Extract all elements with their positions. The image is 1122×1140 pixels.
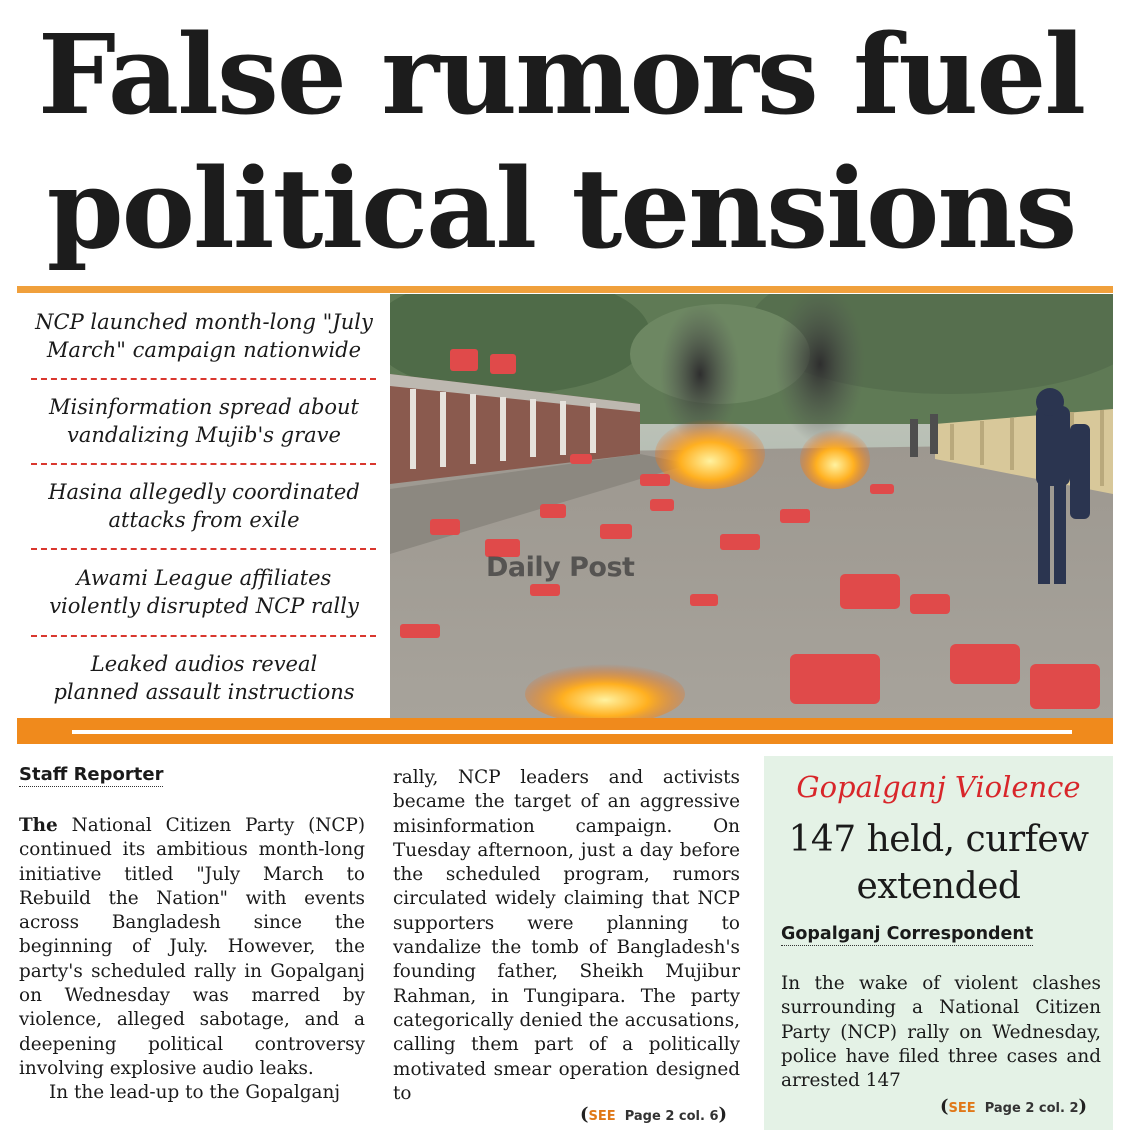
photo-watermark: Daily Post — [486, 552, 635, 583]
related-continued-jump — [940, 1096, 1087, 1117]
article-paragraph — [19, 814, 365, 1081]
related-story-box — [764, 756, 1113, 1130]
article-column-1 — [19, 814, 365, 1106]
jump-open: ( — [580, 1104, 589, 1125]
highlight-item — [29, 478, 379, 534]
highlights-list — [17, 296, 390, 718]
article-column-2 — [393, 766, 740, 1106]
highlight-line: violently disrupted NCP rally — [49, 594, 359, 618]
related-body: In the wake of violent clashes surrounding a National Citizen Party (NCP) rally on Wednesday, police have filed three cases and arrested 147 — [781, 973, 1101, 1092]
news-photo — [390, 294, 1113, 718]
highlight-line: attacks from exile — [108, 508, 300, 532]
headline: False rumors fuel political tensions — [37, 10, 1085, 273]
dashed-divider — [31, 463, 376, 465]
related-headline — [764, 816, 1113, 910]
top-accent-rule — [17, 286, 1113, 293]
dashed-divider — [31, 635, 376, 637]
jump-open: ( — [940, 1096, 949, 1117]
street-fire-scene — [390, 294, 1113, 718]
jump-ref: Page 2 col. 6 — [624, 1109, 719, 1124]
related-headline-line: 147 held, curfew — [788, 819, 1089, 860]
related-kicker: Gopalganj Violence — [796, 770, 1081, 804]
dashed-divider — [31, 548, 376, 550]
highlight-item — [29, 650, 379, 706]
highlight-line: planned assault instructions — [53, 680, 355, 704]
separator-line — [72, 730, 1072, 734]
jump-ref: Page 2 col. 2 — [984, 1101, 1079, 1116]
orange-separator-band — [17, 718, 1113, 744]
jump-close: ) — [718, 1104, 728, 1125]
dashed-divider — [31, 378, 376, 380]
article-byline: Staff Reporter — [19, 764, 164, 785]
continued-jump — [580, 1104, 727, 1125]
highlight-item — [29, 308, 379, 364]
highlight-line: March" campaign nationwide — [46, 338, 362, 362]
paragraph-text: National Citizen Party (NCP) continued its ambitious month-long initiative titled "July March to Rebuild the Nation" with events across Bangladesh since the beginning of July. However, the party's scheduled rally in Gopalganj on Wednesday was marred by violence, alleged sabotage, and a deepening political controversy involving explosive audio leaks. — [19, 815, 365, 1079]
highlight-line: Misinformation spread about — [48, 395, 360, 419]
jump-close: ) — [1078, 1096, 1088, 1117]
jump-see: SEE — [948, 1101, 976, 1116]
article-paragraph: rally, NCP leaders and activists became the target of an aggressive misinformation campaign. On Tuesday afternoon, just a day before the scheduled program, rumors circulated widely claiming that NCP supporters were planning to vandalize the tomb of Bangladesh's founding father, Sheikh Mujibur Rahman, in Tungipara. The party categorically denied the accusations, calling them part of a politically motivated smear operation designed to — [393, 767, 740, 1104]
related-headline-line: extended — [856, 866, 1021, 907]
highlight-item — [29, 564, 379, 620]
article-paragraph: In the lead-up to the Gopalganj — [49, 1082, 341, 1104]
highlight-line: NCP launched month-long "July — [35, 310, 373, 334]
highlight-line: vandalizing Mujib's grave — [67, 423, 341, 447]
highlight-line: Awami League affiliates — [76, 566, 332, 590]
jump-see: SEE — [588, 1109, 616, 1124]
highlight-line: Hasina allegedly coordinated — [48, 480, 360, 504]
related-byline: Gopalganj Correspondent — [781, 924, 1034, 944]
highlight-item — [29, 393, 379, 449]
lead-word: The — [19, 815, 58, 836]
highlight-line: Leaked audios reveal — [90, 652, 318, 676]
